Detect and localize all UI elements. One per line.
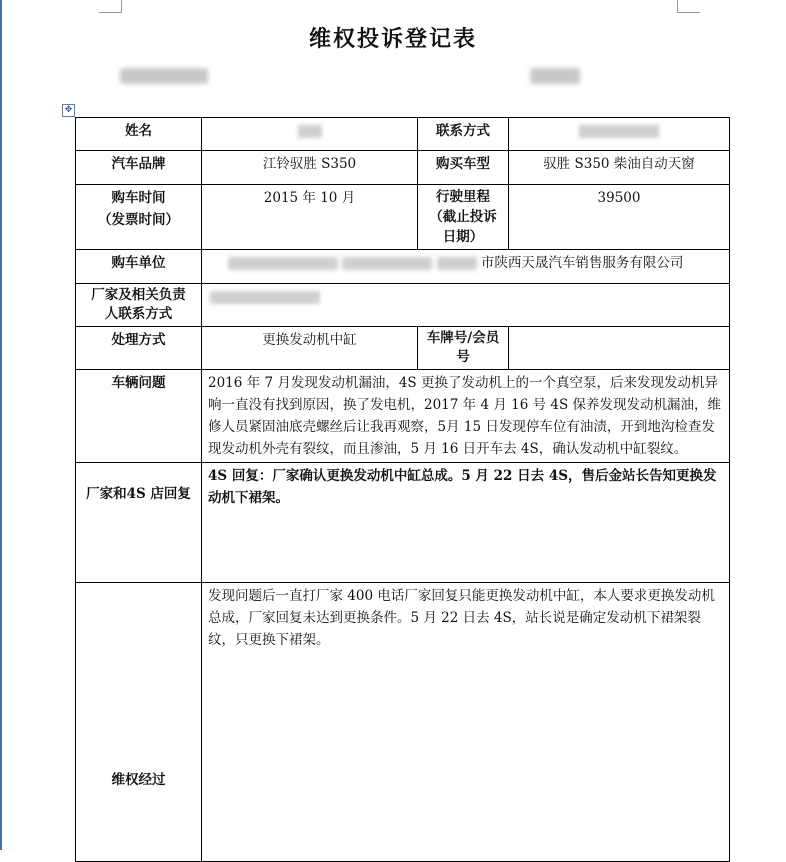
- name-label: 姓名: [76, 118, 202, 151]
- purchase-time-label-line2: （发票时间）: [98, 212, 179, 228]
- manufacturer-value[interactable]: [202, 284, 730, 327]
- purchase-time-label-line1: 购车时间: [111, 190, 166, 206]
- manufacturer-label-line1: 厂家及相关负责: [91, 287, 186, 303]
- plate-label-line1: 车牌号/会员: [426, 330, 500, 346]
- dealer-value-text: 市陕西天晟汽车销售服务有限公司: [480, 255, 684, 271]
- mileage-label-line3: 日期）: [442, 229, 484, 245]
- row-purchase: [76, 185, 730, 250]
- dealer-value[interactable]: [202, 250, 730, 284]
- mileage-label: [418, 185, 509, 250]
- row-dealer: [76, 250, 730, 284]
- row-reply: [76, 463, 730, 583]
- reply-value[interactable]: 4S 回复：厂家确认更换发动机中缸总成。5 月 22 日去 4S，售后金站长告知更换发动机下裙架。: [202, 463, 730, 583]
- redacted-header-left: [120, 68, 208, 84]
- name-value[interactable]: [202, 118, 418, 151]
- crop-mark-right: [677, 0, 700, 13]
- row-issue: [76, 370, 730, 463]
- handling-label: 处理方式: [76, 327, 202, 370]
- brand-value[interactable]: 江铃驭胜 S350: [202, 151, 418, 185]
- reply-label: 厂家和4S 店回复: [76, 463, 202, 583]
- mileage-label-line1: 行驶里程: [436, 189, 490, 205]
- mileage-label-line2: （截止投诉: [429, 209, 497, 225]
- handling-value[interactable]: 更换发动机中缸: [202, 327, 418, 370]
- plate-label: [418, 327, 509, 370]
- issue-value[interactable]: 2016 年 7 月发现发动机漏油，4S 更换了发动机上的一个真空泵，后来发现发动机异响一直没有找到原因，换了发电机，2017 年 4 月 16 号 4S 保养发现发动机漏油，维修人员紧固油底壳螺丝后让我再观察，5月 15 日发现停车位有油渍，开到地沟检查发现发动机外壳有裂纹，而且渗油，5 月 16 日开车去 4S，确认发动机中缸裂纹。: [202, 370, 730, 463]
- row-manufacturer: [76, 284, 730, 327]
- crop-mark-left: [99, 0, 122, 13]
- contact-label: 联系方式: [418, 118, 509, 151]
- row-handling: [76, 327, 730, 370]
- process-value[interactable]: 发现问题后一直打厂家 400 电话厂家回复只能更换发动机中缸，本人要求更换发动机总成，厂家回复未达到更换条件。5 月 22 日去 4S，站长说是确定发动机下裙架裂纹，只更换下裙架。: [202, 583, 730, 862]
- document-title: 维权投诉登记表: [308, 26, 477, 52]
- purchase-time-value[interactable]: 2015 年 10 月: [202, 185, 418, 250]
- dealer-label: 购车单位: [76, 250, 202, 284]
- plate-label-line2: 号: [456, 349, 470, 365]
- purchase-time-label: [76, 185, 202, 250]
- contact-value[interactable]: [509, 118, 730, 151]
- brand-label: 汽车品牌: [76, 151, 202, 185]
- mileage-value[interactable]: 39500: [509, 185, 730, 250]
- row-brand: [76, 151, 730, 185]
- page-edge: [0, 0, 2, 850]
- redacted-header-right: [530, 68, 580, 84]
- manufacturer-label-line2: 人联系方式: [104, 306, 173, 322]
- row-process: [76, 583, 730, 862]
- row-name: [76, 118, 730, 151]
- process-label: 维权经过: [76, 583, 202, 862]
- manufacturer-label: [76, 284, 202, 327]
- plate-value[interactable]: [509, 327, 730, 370]
- move-handle-icon[interactable]: ✥: [62, 104, 75, 117]
- issue-label: 车辆问题: [76, 370, 202, 463]
- model-label: 购买车型: [418, 151, 509, 185]
- model-value[interactable]: 驭胜 S350 柴油自动天窗: [509, 151, 730, 185]
- complaint-form-table: [75, 117, 730, 862]
